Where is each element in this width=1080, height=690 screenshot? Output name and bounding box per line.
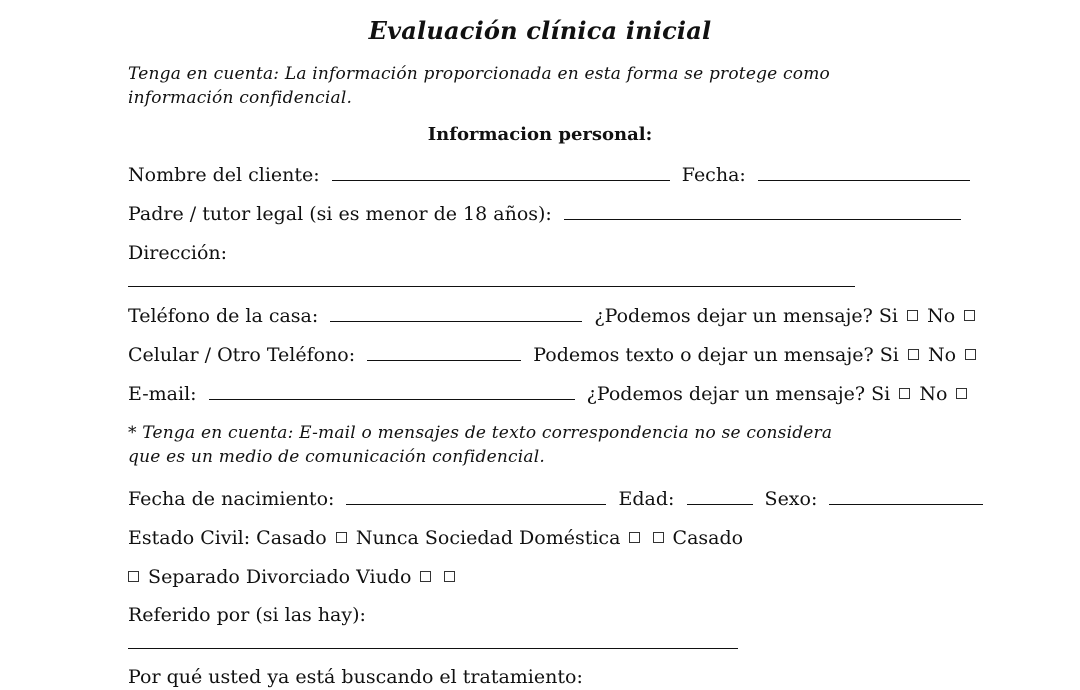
email-notice-line1: * Tenga en cuenta: E-mail o mensajes de texto correspondencia no se considera: [128, 423, 833, 443]
referred-by-field[interactable]: [128, 648, 738, 649]
yes-checkbox-email[interactable]: [899, 388, 910, 399]
text-message-question: Podemos texto o dejar un mensaje? Si: [533, 344, 899, 366]
birth-date-label: Fecha de nacimiento:: [128, 488, 335, 510]
sex-field[interactable]: [829, 486, 983, 505]
row-birth-age-sex: [128, 486, 989, 512]
row-reason-treatment: [128, 664, 583, 690]
civil-status-label: Estado Civil: Casado: [128, 527, 327, 549]
civil-status-end-label: Casado: [672, 527, 744, 549]
home-phone-field[interactable]: [330, 303, 582, 322]
section-title-personal-info: Informacion personal:: [427, 124, 653, 145]
email-notice-line2: que es un medio de comunicación confidencial.: [128, 447, 545, 467]
no-label-home: No: [927, 305, 956, 327]
separated-label: Separado Divorciado Viudo: [148, 566, 412, 588]
birth-date-field[interactable]: [346, 486, 606, 505]
row-separated: [128, 564, 458, 590]
form-title: Evaluación clínica inicial: [368, 16, 712, 45]
no-checkbox-email[interactable]: [956, 388, 967, 399]
yes-checkbox-cell[interactable]: [908, 349, 919, 360]
married-checkbox[interactable]: [336, 532, 347, 543]
divorced-checkbox[interactable]: [420, 571, 431, 582]
widowed-checkbox[interactable]: [444, 571, 455, 582]
email-label: E-mail:: [128, 383, 197, 405]
home-phone-label: Teléfono de la casa:: [128, 305, 319, 327]
date-label: Fecha:: [681, 164, 746, 186]
guardian-label: Padre / tutor legal (si es menor de 18 años):: [128, 203, 552, 225]
cell-phone-label: Celular / Otro Teléfono:: [128, 344, 356, 366]
email-notice: [128, 421, 928, 469]
date-field[interactable]: [758, 162, 970, 181]
no-checkbox-home[interactable]: [964, 310, 975, 321]
age-field[interactable]: [687, 486, 753, 505]
no-checkbox-cell[interactable]: [965, 349, 976, 360]
no-label-cell: No: [927, 344, 957, 366]
row-client-name: [128, 162, 976, 188]
client-name-label: Nombre del cliente:: [128, 164, 320, 186]
cell-phone-field[interactable]: [367, 342, 521, 361]
row-home-phone: [128, 303, 978, 329]
sex-label: Sexo:: [764, 488, 818, 510]
row-email: [128, 381, 970, 407]
confidentiality-notice-line1: Tenga en cuenta: La información proporcionada en esta forma se protege como: [128, 64, 830, 84]
email-field[interactable]: [209, 381, 575, 400]
domestic-partnership-checkbox[interactable]: [653, 532, 664, 543]
yes-checkbox-home[interactable]: [907, 310, 918, 321]
no-label-email: No: [919, 383, 948, 405]
separated-checkbox[interactable]: [128, 571, 139, 582]
referred-by-label: Referido por (si las hay):: [128, 604, 366, 626]
civil-status-mid-label: Nunca Sociedad Doméstica: [355, 527, 621, 549]
age-label: Edad:: [618, 488, 675, 510]
row-address: [128, 240, 227, 266]
row-civil-status: [128, 525, 743, 551]
address-label: Dirección:: [128, 242, 228, 264]
row-guardian: [128, 201, 967, 227]
confidentiality-notice-line2: información confidencial.: [128, 88, 353, 108]
client-name-field[interactable]: [332, 162, 670, 181]
guardian-field[interactable]: [564, 201, 961, 220]
reason-treatment-label: Por qué usted ya está buscando el tratamiento:: [128, 666, 583, 688]
row-cell-phone: [128, 342, 979, 368]
row-referred-by: [128, 602, 366, 628]
confidentiality-notice: [128, 62, 928, 110]
leave-message-question-1: ¿Podemos dejar un mensaje? Si: [594, 305, 898, 327]
leave-message-question-3: ¿Podemos dejar un mensaje? Si: [586, 383, 891, 405]
address-field[interactable]: [128, 286, 855, 287]
never-checkbox[interactable]: [629, 532, 640, 543]
